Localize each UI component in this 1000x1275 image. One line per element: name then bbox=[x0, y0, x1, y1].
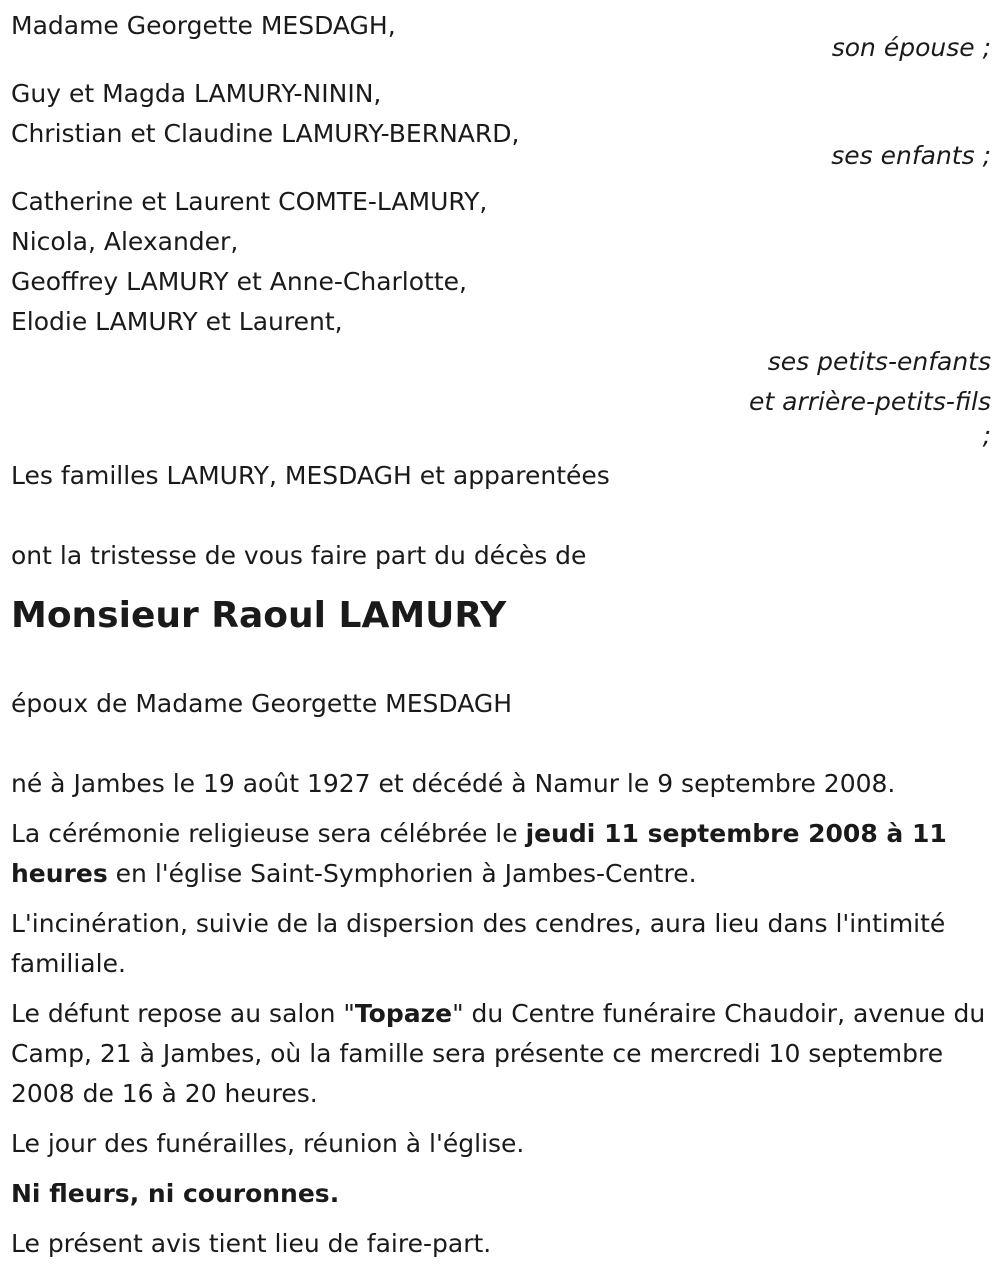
announcement-line: ont la tristesse de vous faire part du décès de bbox=[11, 541, 587, 570]
ceremony-text bbox=[11, 814, 991, 894]
salon-name: Topaze bbox=[354, 999, 453, 1028]
incineration-text: L'incinération, suivie de la dispersion des cendres, aura lieu dans l'intimité familiale. bbox=[11, 909, 946, 978]
children-role: ses enfants ; bbox=[831, 141, 991, 170]
no-flowers-text: Ni fleurs, ni couronnes. bbox=[11, 1179, 340, 1208]
spouse-of-line: époux de Madame Georgette MESDAGH bbox=[11, 689, 513, 718]
families-line: Les familles LAMURY, MESDAGH et apparentées bbox=[11, 461, 610, 490]
rest-text-before: Le défunt repose au salon " bbox=[11, 999, 355, 1028]
grandchildren-section bbox=[11, 182, 991, 450]
grandchild-name: Catherine et Laurent COMTE-LAMURY, bbox=[11, 187, 488, 216]
child-name: Christian et Claudine LAMURY-BERNARD, bbox=[11, 119, 520, 148]
grandchild-name: Nicola, Alexander, bbox=[11, 227, 239, 256]
grandchildren-role-1: ses petits-enfants bbox=[767, 347, 991, 376]
wife-name: Madame Georgette MESDAGH, bbox=[11, 11, 396, 40]
ceremony-text-after: en l'église Saint-Symphorien à Jambes-Centre. bbox=[107, 859, 697, 888]
birth-death-text: né à Jambes le 19 août 1927 et décédé à Namur le 9 septembre 2008. bbox=[11, 769, 896, 798]
rest-text bbox=[11, 994, 991, 1114]
grandchildren-role-2: et arrière-petits-fils bbox=[749, 387, 991, 416]
deceased-name: Monsieur Raoul LAMURY bbox=[11, 595, 507, 636]
ceremony-text-before: La cérémonie religieuse sera célébrée le bbox=[11, 819, 526, 848]
ceremony-date: jeudi 11 septembre 2008 à 11 heures bbox=[11, 819, 947, 888]
grandchildren-role-3: ; bbox=[982, 421, 991, 450]
children-section bbox=[11, 74, 991, 176]
wife-section bbox=[11, 6, 991, 68]
child-name: Guy et Magda LAMURY-NININ, bbox=[11, 79, 382, 108]
notice-text: Le présent avis tient lieu de faire-part. bbox=[11, 1229, 492, 1258]
grandchild-name: Geoffrey LAMURY et Anne-Charlotte, bbox=[11, 267, 467, 296]
obituary-notice bbox=[11, 6, 991, 1274]
meeting-text: Le jour des funérailles, réunion à l'église. bbox=[11, 1129, 525, 1158]
wife-role: son épouse ; bbox=[831, 33, 991, 62]
rest-text-after: " du Centre funéraire Chaudoir, avenue du Camp, 21 à Jambes, où la famille sera présente ce mercredi 10 septembre 2008 de 16 à 20 heures. bbox=[11, 999, 986, 1108]
grandchild-name: Elodie LAMURY et Laurent, bbox=[11, 307, 343, 336]
